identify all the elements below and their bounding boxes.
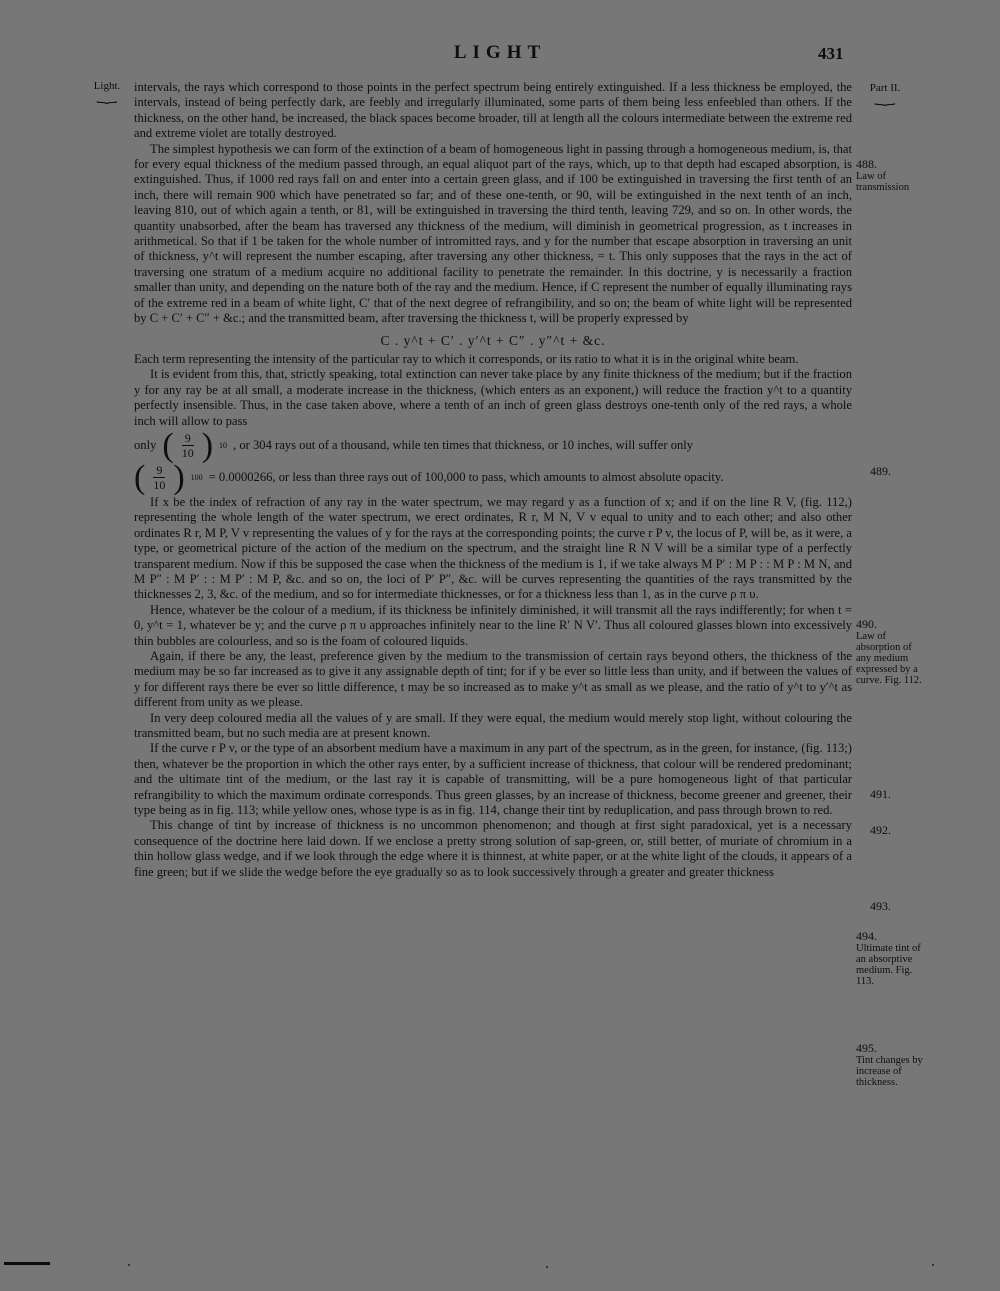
margin-number: 491.	[870, 787, 891, 801]
brace-icon: ⏟	[96, 89, 118, 103]
math-line-text: = 0.0000266, or less than three rays out of 100,000 to pass, which amounts to almost absolute opacity.	[208, 470, 724, 485]
page-number: 431	[818, 44, 844, 63]
math-line-2	[134, 458, 852, 496]
scan-mark	[4, 1262, 50, 1265]
formula: C . y^t + C′ . y′^t + C″ . y″^t + &c.	[380, 332, 606, 348]
fraction-numerator: 9	[182, 431, 194, 446]
scan-speck	[932, 1264, 934, 1266]
fraction-denominator: 10	[181, 446, 194, 461]
math-line-1	[134, 426, 852, 464]
paragraph-490: If x be the index of refraction of any ray in the water spectrum, we may regard y as a function of x; and if on the line R V, (fig. 112,) representing the whole length of the water spectrum, we erect ordinates, R r, M N, V v equal to unity and to each other; and also other ordinates R r, M P, V v representing the values of y for the rays at the corresponding points; the curve r P v, the locus of P, will be, as it were, a type, or geometrical picture of the action of the medium on the spectrum, and the straight line R N V will be a similar type of a perfectly transparent medium. Now if this be supposed the case when the thickness of the medium is 1, if we take always M P′ : M P : : M P : M N, and M P″ : M P′ : : M P′ : M P, &c. and so on, the loci of P′ P″, &c. will be curves representing the quantities of the rays transmitted by the thicknesses 2, 3, &c. of the medium, and so for intermediate thicknesses, or for a thickness less than 1, as in the curve ρ π υ.	[134, 494, 852, 602]
paragraph-493: In very deep coloured media all the values of y are small. If they were equal, the medium would merely stop light, without colouring the transmitted beam, but no such media are at present known.	[134, 710, 852, 741]
paragraph-3: Each term representing the intensity of the particular ray to which it corresponds, or its ratio to what it is in the original white beam.	[134, 351, 799, 366]
margin-note-495	[856, 1042, 926, 1088]
fraction	[182, 431, 194, 460]
margin-text: Ultimate tint of an absorptive medium. Fig. 113.	[856, 943, 921, 987]
margin-note-492	[870, 824, 940, 837]
paragraph-492: Again, if there be any, the least, preference given by the medium to the transmission of certain rays beyond others, the thickness of the medium may be so far increased as to give it any assignable depth of tint; for if y be ever so little less than unity, and if between the values of y for different rays there be ever so little difference, t may be so increased as to make y^t as small as we please, and the ratio of y^t to y′^t as different from unity as we please.	[134, 649, 852, 710]
margin-note-493	[870, 900, 940, 913]
exponent: 100	[190, 473, 203, 483]
margin-number: 494.	[856, 929, 877, 943]
paragraph-491: Hence, whatever be the colour of a medium, if its thickness be infinitely diminished, it will transmit all the rays indifferently; for when t = 0, y^t = 1, whatever be y; and the curve ρ π υ approaches infinitely near to the line R′ N V′. Thus all coloured glasses blown into excessively thin bubbles are colourless, and so is the foam of coloured liquids.	[134, 602, 852, 648]
fraction-denominator: 10	[153, 478, 166, 493]
math-line-text: , or 304 rays out of a thousand, while ten times that thickness, or 10 inches, will suffer only	[233, 438, 694, 453]
side-tag-right	[858, 82, 912, 105]
margin-text: Tint changes by increase of thickness.	[856, 1055, 923, 1088]
margin-number: 488.	[856, 157, 877, 171]
side-tag-right-label: Part II.	[869, 82, 901, 94]
paragraph-495: This change of tint by increase of thickness is no uncommon phenomenon; and though at first sight paradoxical, yet is a necessary consequence of the doctrine here laid down. If we enclose a pretty strong solution of sap-green, or, still better, of muriate of chromium in a thin hollow glass wedge, and if we look through the edge where it is thinnest, at white paper, or at the white light of the clouds, it appears of a fine green; but if we slide the wedge before the eye gradually so as to look successively through a greater and greater thickness	[134, 818, 852, 879]
left-paren: (	[134, 458, 146, 496]
fraction-numerator: 9	[153, 463, 165, 478]
margin-note-488	[856, 158, 926, 193]
margin-text: Law of absorption of any medium expressed by a curve. Fig. 112.	[856, 631, 922, 686]
margin-number: 495.	[856, 1041, 877, 1055]
only-word: only	[134, 438, 157, 453]
margin-number: 490.	[856, 617, 877, 631]
paragraph-488: The simplest hypothesis we can form of the extinction of a beam of homogeneous light in passing through a homogeneous medium, is, that for every equal thickness of the medium passed through, an equal aliquot part of the rays, which, up to that depth had escaped absorption, is extinguished. Thus, if 1000 red rays fall on and enter into a certain green glass, and if 100 be extinguished in traversing the first tenth of an inch, there will remain 900 which have penetrated so far; and of these one-tenth, or 90, will be extinguished in the next tenth of an inch, leaving 810, out of which again a tenth, or 81, will be extinguished in traversing the third tenth, leaving 729, and so on. In other words, the quantity unabsorbed, after the beam has traversed any thickness of the medium, will diminish in geometrical progression, as t increases in arithmetical. So that if 1 be taken for the whole number of intromitted rays, and y for the number that escape absorption in traversing an unit of thickness, y^t will represent the number escaping, after traversing any other thickness, = t. This only supposes that the rays in the act of traversing one stratum of a medium acquire no additional facility to penetrate the remainder. In this doctrine, y is necessarily a fraction smaller than unity, and depending on the nature both of the ray and the medium. Hence, if C represent the number of equally illuminating rays of the extreme red in a beam of white light, C′ that of the next degree of refrangibility, and so on; the beam of white light will be represented by C + C′ + C″ + &c.; and the transmitted beam, after traversing the thickness t, will be properly expressed by	[134, 141, 852, 326]
margin-number: 493.	[870, 899, 891, 913]
margin-note-490	[856, 618, 926, 686]
left-paren: (	[162, 426, 174, 464]
running-title: LIGHT	[453, 42, 547, 63]
body-column	[134, 80, 852, 880]
exponent: 10	[219, 441, 228, 451]
fraction	[153, 463, 165, 492]
margin-number: 492.	[870, 823, 891, 837]
paragraph-1: intervals, the rays which correspond to those points in the perfect spectrum being entirely extinguished. If a less thickness be employed, the intervals, instead of being perfectly dark, are feebly and irregularly illuminated, some parts of them being less enfeebled than others. If the thickness, on the other hand, be increased, the black spaces become broader, till at length all the colours intermediate between the extreme red and extreme violet are totally destroyed.	[134, 80, 852, 141]
scan-speck	[546, 1266, 548, 1268]
right-paren: )	[173, 458, 185, 496]
paragraph-494: If the curve r P v, or the type of an absorbent medium have a maximum in any part of the spectrum, as in the green, for instance, (fig. 113;) then, whatever be the proportion in which the other rays enter, by a sufficient increase of thickness, that colour will be rendered predominant; and the ultimate tint of the medium, or the last ray it is capable of transmitting, will be a pure homogeneous light of that particular refrangibility to which the maximum ordinate corresponds. Thus green glasses, by an increase of thickness, become greener and greener, their type being as in fig. 113; while yellow ones, whose type is as in fig. 114, change their tint by reduplication, and pass through brown to red.	[134, 741, 852, 818]
side-tag-left-label: Light.	[93, 80, 121, 92]
paragraph-489: It is evident from this, that, strictly speaking, total extinction can never take place by any finite thickness of the medium; but if the fraction y for any ray be at all small, a moderate increase in the thickness, (which enters as an exponent,) will reduce the fraction y^t to a quantity perfectly insensible. Thus, in the case taken above, where a tenth of an inch of green glass destroys one-tenth only of the red rays, a whole inch will allow to pass	[134, 367, 852, 428]
brace-icon: ⏟	[874, 91, 896, 105]
margin-note-491	[870, 788, 940, 801]
margin-note-489	[870, 465, 940, 478]
side-tag-left	[84, 80, 130, 103]
right-paren: )	[201, 426, 214, 464]
margin-note-494	[856, 930, 926, 987]
margin-text: Law of transmission	[856, 171, 910, 193]
scan-speck	[128, 1264, 130, 1266]
margin-number: 489.	[870, 464, 891, 478]
